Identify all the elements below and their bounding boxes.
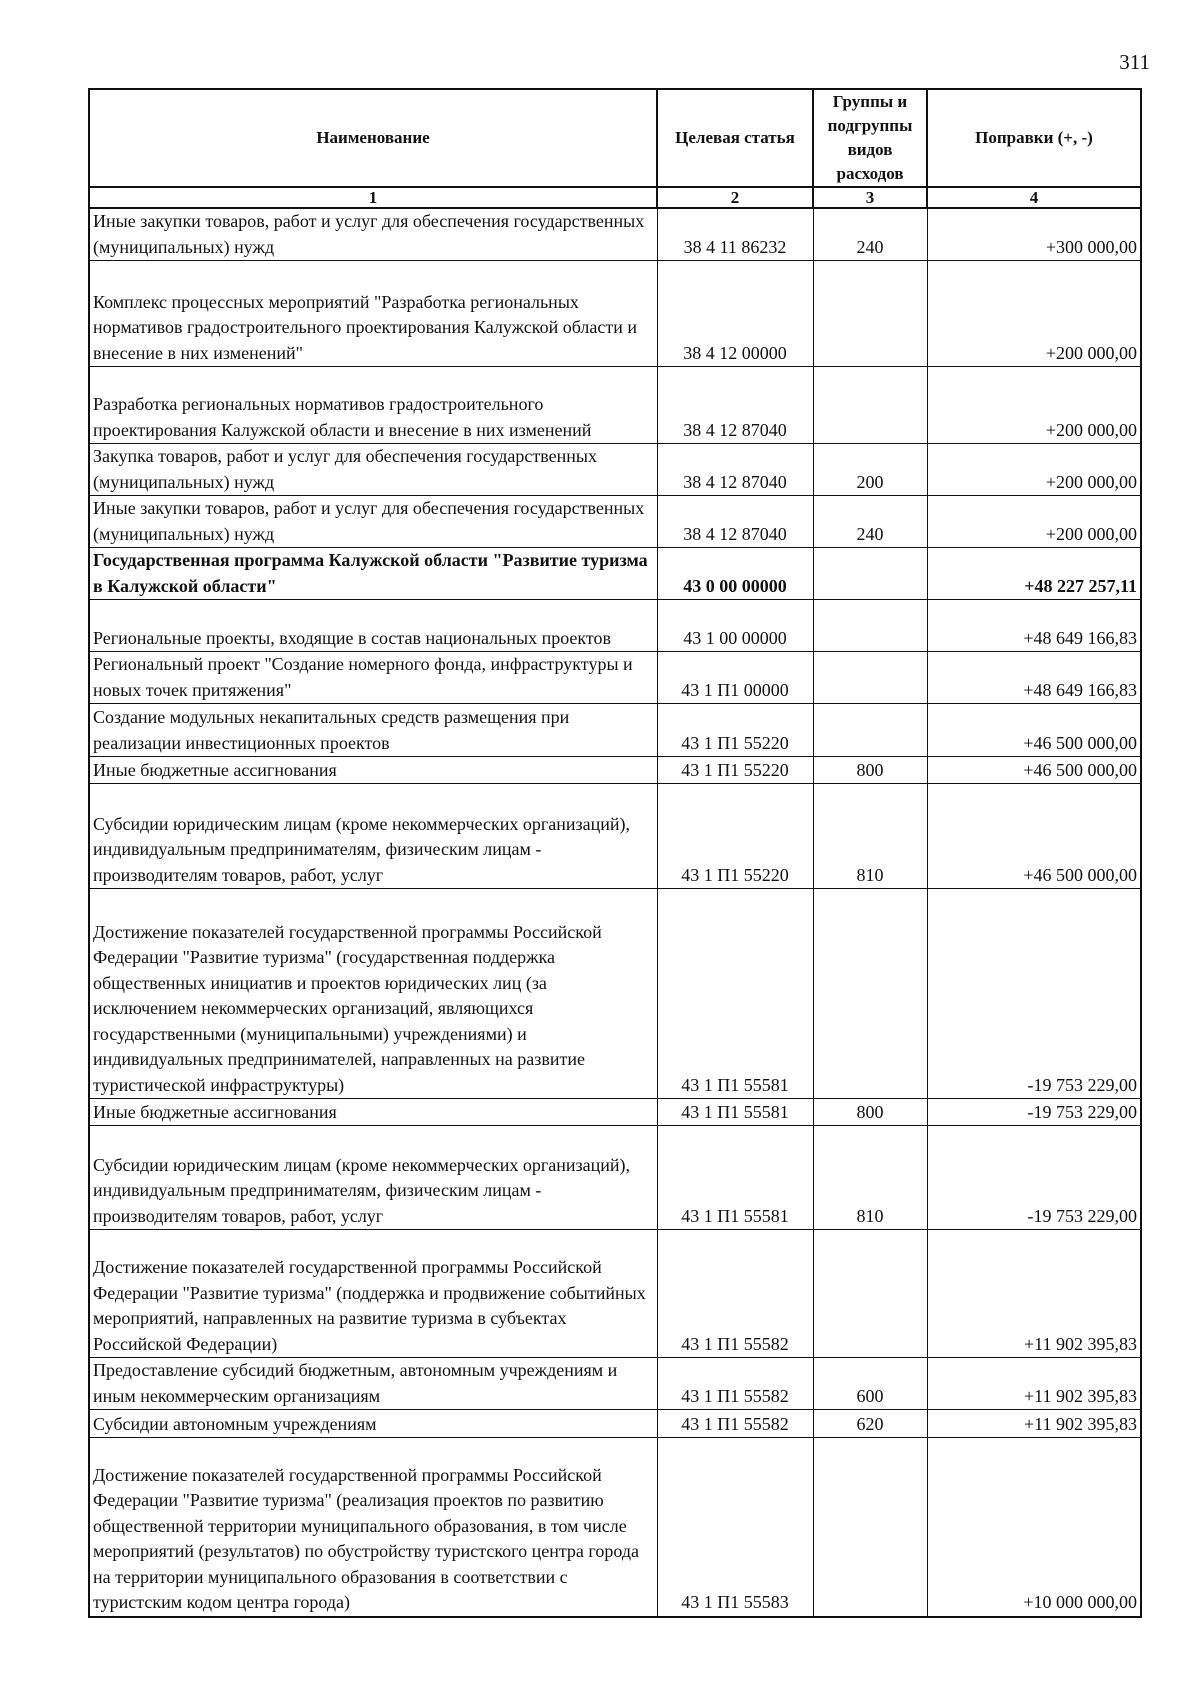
row-target-article: 43 1 П1 55582 xyxy=(657,1230,813,1358)
row-name: Создание модульных некапитальных средств размещения при реализации инвестиционных проектов xyxy=(89,704,657,757)
row-amendment-amount: +48 649 166,83 xyxy=(927,600,1141,652)
budget-amendments-table xyxy=(88,88,1142,1618)
row-name: Государственная программа Калужской области "Развитие туризма в Калужской области" xyxy=(89,548,657,600)
table-row xyxy=(89,704,1141,757)
row-amendment-amount: +46 500 000,00 xyxy=(927,704,1141,757)
row-target-article: 43 1 П1 55581 xyxy=(657,889,813,1099)
row-name: Иные бюджетные ассигнования xyxy=(89,757,657,784)
row-name: Комплекс процессных мероприятий "Разработка региональных нормативов градостроительного проектирования Калужской области и внесение в них изменений" xyxy=(89,261,657,367)
column-number: 4 xyxy=(927,187,1141,208)
row-amendment-amount: -19 753 229,00 xyxy=(927,1099,1141,1126)
table-row xyxy=(89,1230,1141,1358)
row-amendment-amount: +46 500 000,00 xyxy=(927,757,1141,784)
row-name: Иные закупки товаров, работ и услуг для обеспечения государственных (муниципальных) нужд xyxy=(89,208,657,261)
row-name: Региональные проекты, входящие в состав национальных проектов xyxy=(89,600,657,652)
row-target-article: 38 4 11 86232 xyxy=(657,208,813,261)
row-name: Региональный проект "Создание номерного фонда, инфраструктуры и новых точек притяжения" xyxy=(89,652,657,704)
row-amendment-amount: +48 649 166,83 xyxy=(927,652,1141,704)
row-expense-group xyxy=(813,261,927,367)
row-target-article: 43 1 П1 55220 xyxy=(657,784,813,889)
row-name: Предоставление субсидий бюджетным, автономным учреждениям и иным некоммерческим организациям xyxy=(89,1358,657,1410)
row-expense-group xyxy=(813,889,927,1099)
row-amendment-amount: -19 753 229,00 xyxy=(927,1126,1141,1230)
header-name: Наименование xyxy=(89,89,657,187)
row-expense-group: 800 xyxy=(813,1099,927,1126)
row-name: Субсидии юридическим лицам (кроме некоммерческих организаций), индивидуальным предпринимателям, физическим лицам - производителям товаров, работ, услуг xyxy=(89,784,657,889)
row-target-article: 43 1 П1 55220 xyxy=(657,757,813,784)
row-expense-group xyxy=(813,1438,927,1617)
row-name: Иные бюджетные ассигнования xyxy=(89,1099,657,1126)
row-amendment-amount: +46 500 000,00 xyxy=(927,784,1141,889)
column-number: 3 xyxy=(813,187,927,208)
table-row xyxy=(89,1126,1141,1230)
table-row xyxy=(89,1099,1141,1126)
row-name: Субсидии автономным учреждениям xyxy=(89,1410,657,1438)
row-expense-group: 810 xyxy=(813,784,927,889)
row-amendment-amount: +11 902 395,83 xyxy=(927,1358,1141,1410)
row-amendment-amount: +10 000 000,00 xyxy=(927,1438,1141,1617)
row-target-article: 38 4 12 87040 xyxy=(657,444,813,496)
table-row xyxy=(89,208,1141,261)
table-header-row xyxy=(89,89,1141,187)
table-row xyxy=(89,757,1141,784)
row-target-article: 43 1 П1 55581 xyxy=(657,1099,813,1126)
row-target-article: 43 1 00 00000 xyxy=(657,600,813,652)
row-expense-group xyxy=(813,367,927,444)
table-row xyxy=(89,889,1141,1099)
row-amendment-amount: +11 902 395,83 xyxy=(927,1410,1141,1438)
table-row xyxy=(89,1358,1141,1410)
page-number: 311 xyxy=(1119,50,1150,74)
row-expense-group xyxy=(813,600,927,652)
table-row xyxy=(89,600,1141,652)
table-row xyxy=(89,1410,1141,1438)
table-row xyxy=(89,444,1141,496)
row-name: Разработка региональных нормативов градостроительного проектирования Калужской области и внесение в них изменений xyxy=(89,367,657,444)
row-expense-group: 800 xyxy=(813,757,927,784)
row-target-article: 38 4 12 00000 xyxy=(657,261,813,367)
row-name: Достижение показателей государственной программы Российской Федерации "Развитие туризма" (государственная поддержка общественных инициатив и проектов юридических лиц (за исключением некоммерческих организаций, являющихся государственными (муниципальными) учреждениями) и индивидуальных предпринимателей, направленных на развитие туристической инфраструктуры) xyxy=(89,889,657,1099)
row-amendment-amount: +200 000,00 xyxy=(927,444,1141,496)
header-target-article: Целевая статья xyxy=(657,89,813,187)
row-name: Субсидии юридическим лицам (кроме некоммерческих организаций), индивидуальным предпринимателям, физическим лицам - производителям товаров, работ, услуг xyxy=(89,1126,657,1230)
row-name: Достижение показателей государственной программы Российской Федерации "Развитие туризма" (реализация проектов по развитию общественной территории муниципального образования, в том числе мероприятий (результатов) по обустройству туристского центра города на территории муниципального образования в соответствии с туристским кодом центра города) xyxy=(89,1438,657,1617)
column-number: 1 xyxy=(89,187,657,208)
row-amendment-amount: +200 000,00 xyxy=(927,496,1141,548)
header-expense-groups: Группы и подгруппы видов расходов xyxy=(813,89,927,187)
row-target-article: 43 1 П1 55582 xyxy=(657,1410,813,1438)
row-expense-group: 620 xyxy=(813,1410,927,1438)
row-expense-group xyxy=(813,652,927,704)
row-expense-group: 200 xyxy=(813,444,927,496)
row-target-article: 43 0 00 00000 xyxy=(657,548,813,600)
row-expense-group xyxy=(813,704,927,757)
row-expense-group xyxy=(813,548,927,600)
row-expense-group: 240 xyxy=(813,208,927,261)
column-number-row xyxy=(89,187,1141,208)
table-row xyxy=(89,548,1141,600)
row-name: Закупка товаров, работ и услуг для обеспечения государственных (муниципальных) нужд xyxy=(89,444,657,496)
row-target-article: 43 1 П1 00000 xyxy=(657,652,813,704)
column-number: 2 xyxy=(657,187,813,208)
row-target-article: 38 4 12 87040 xyxy=(657,367,813,444)
header-amendments: Поправки (+, -) xyxy=(927,89,1141,187)
row-name: Иные закупки товаров, работ и услуг для обеспечения государственных (муниципальных) нужд xyxy=(89,496,657,548)
row-amendment-amount: +200 000,00 xyxy=(927,261,1141,367)
table-row xyxy=(89,1438,1141,1617)
row-amendment-amount: +11 902 395,83 xyxy=(927,1230,1141,1358)
row-target-article: 38 4 12 87040 xyxy=(657,496,813,548)
row-amendment-amount: +48 227 257,11 xyxy=(927,548,1141,600)
row-expense-group: 600 xyxy=(813,1358,927,1410)
table-body xyxy=(89,208,1141,1617)
table-row xyxy=(89,784,1141,889)
row-target-article: 43 1 П1 55583 xyxy=(657,1438,813,1617)
row-amendment-amount: +200 000,00 xyxy=(927,367,1141,444)
table-row xyxy=(89,367,1141,444)
row-expense-group: 240 xyxy=(813,496,927,548)
row-target-article: 43 1 П1 55220 xyxy=(657,704,813,757)
row-target-article: 43 1 П1 55581 xyxy=(657,1126,813,1230)
row-expense-group xyxy=(813,1230,927,1358)
table-row xyxy=(89,652,1141,704)
row-amendment-amount: +300 000,00 xyxy=(927,208,1141,261)
row-name: Достижение показателей государственной программы Российской Федерации "Развитие туризма" (поддержка и продвижение событийных мероприятий, направленных на развитие туризма в субъектах Российской Федерации) xyxy=(89,1230,657,1358)
table-row xyxy=(89,496,1141,548)
row-expense-group: 810 xyxy=(813,1126,927,1230)
row-amendment-amount: -19 753 229,00 xyxy=(927,889,1141,1099)
row-target-article: 43 1 П1 55582 xyxy=(657,1358,813,1410)
table-row xyxy=(89,261,1141,367)
